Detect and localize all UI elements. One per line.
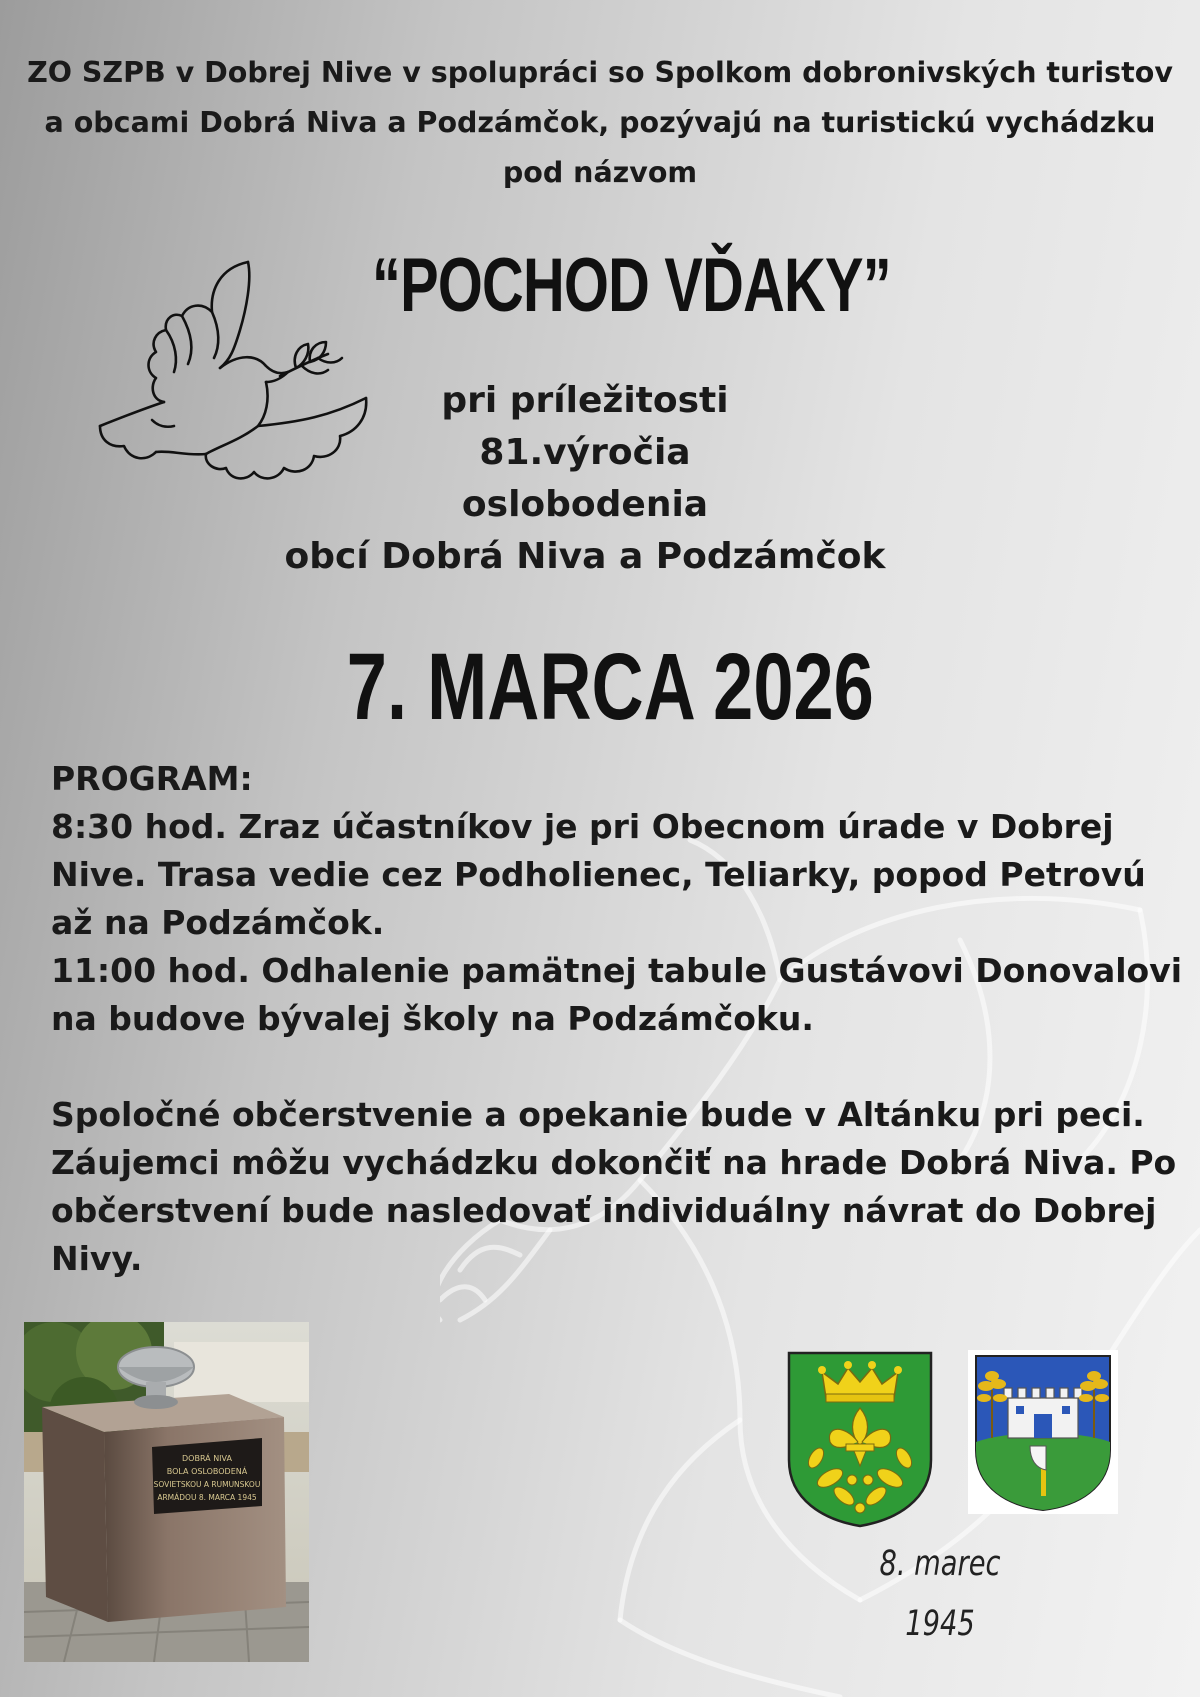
handwritten-year: 1945 xyxy=(905,1604,975,1644)
intro-line: a obcami Dobrá Niva a Podzámčok, pozývajú na turistickú vychádzku xyxy=(44,106,1156,139)
event-date: 7. MARCA 2026 xyxy=(346,634,874,740)
occasion-line: pri príležitosti xyxy=(441,380,729,421)
program-section xyxy=(51,755,1183,1283)
occasion-line: oslobodenia xyxy=(461,484,709,525)
event-title: “POCHOD VĎAKY” xyxy=(372,243,891,328)
plaque-line: DOBRÁ NIVA xyxy=(182,1454,232,1463)
coat-of-arms-crown-fleur-de-lis xyxy=(786,1350,934,1528)
note-line: občerstvení bude nasledovať individuálny návrat do Dobrej xyxy=(51,1191,1157,1230)
plaque-line: ARMÁDOU 8. MARCA 1945 xyxy=(157,1493,257,1502)
program-line: 8:30 hod. Zraz účastníkov je pri Obecnom úrade v Dobrej xyxy=(51,807,1114,846)
coat-of-arms-castle-axe xyxy=(968,1350,1118,1514)
program-line: 11:00 hod. Odhalenie pamätnej tabule Gustávovi Donovalovi xyxy=(51,951,1183,990)
note-line: Spoločné občerstvenie a opekanie bude v Altánku pri peci. xyxy=(51,1095,1145,1134)
program-line: na budove bývalej školy na Podzámčoku. xyxy=(51,999,814,1038)
program-line: až na Podzámčok. xyxy=(51,903,385,942)
note-line: Nivy. xyxy=(51,1239,143,1278)
intro-text xyxy=(20,48,1180,198)
handwritten-date: 8. marec xyxy=(879,1544,1001,1584)
monument-photo xyxy=(24,1322,309,1662)
program-line: Nive. Trasa vedie cez Podholienec, Teliarky, popod Petrovú xyxy=(51,855,1146,894)
occasion-line: obcí Dobrá Niva a Podzámčok xyxy=(284,536,886,577)
intro-line: pod názvom xyxy=(502,156,698,189)
occasion-line: 81.výročia xyxy=(479,432,691,473)
spacer xyxy=(51,1043,1171,1091)
note-line: Záujemci môžu vychádzku dokončiť na hrade Dobrá Niva. Po xyxy=(51,1143,1177,1182)
occasion-text xyxy=(230,375,940,583)
plaque-line: SOVIETSKOU A RUMUNSKOU xyxy=(153,1480,261,1489)
program-heading: PROGRAM: xyxy=(51,759,253,798)
intro-line: ZO SZPB v Dobrej Nive v spolupráci so Spolkom dobronivských turistov xyxy=(27,56,1173,89)
plaque-line: BOLA OSLOBODENÁ xyxy=(166,1467,248,1476)
